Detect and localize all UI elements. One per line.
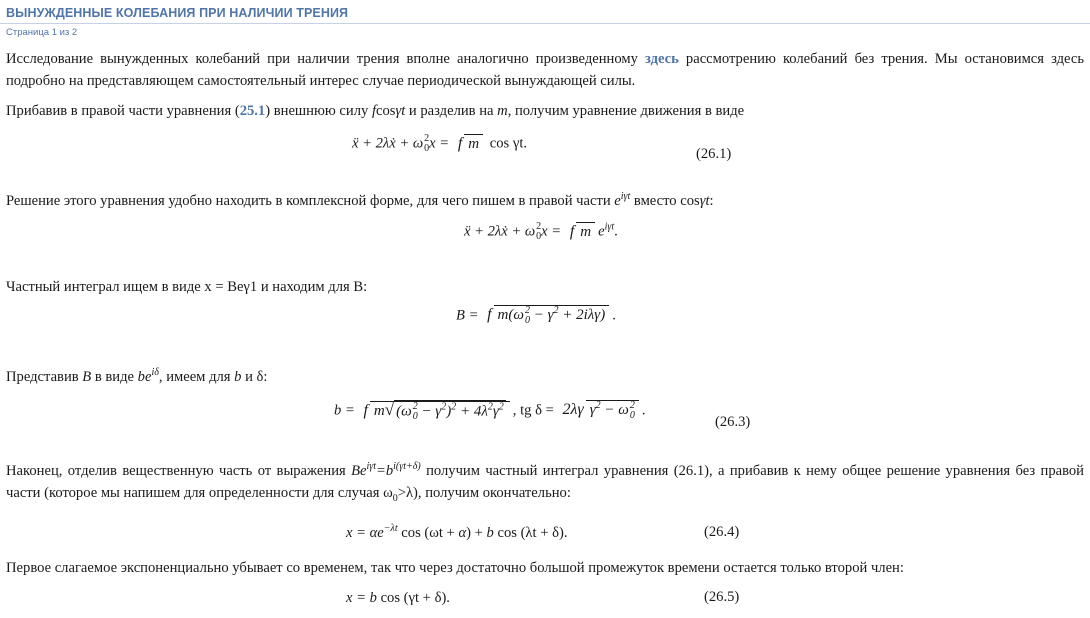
fraction <box>485 306 609 326</box>
eq-supsub <box>630 401 635 421</box>
var-be: be <box>137 369 152 385</box>
text: в виде <box>91 369 138 385</box>
eq-sub: 0 <box>536 231 542 242</box>
eq-part: − γ <box>417 403 442 420</box>
numerator: 2λγ <box>562 401 584 419</box>
denominator <box>370 400 510 422</box>
exponent: iγt <box>604 221 615 233</box>
var-b: =b <box>376 463 394 479</box>
equation-B <box>456 306 616 326</box>
eq-part: − γ <box>529 307 554 324</box>
intro-text-start: Исследование вынужденных колебаний при наличии трения вполне аналогично произведенному <box>6 51 645 67</box>
eq-sup: 2 <box>553 305 559 317</box>
eq-part: . <box>612 307 616 324</box>
fraction <box>561 401 639 421</box>
var-e: e <box>614 193 621 209</box>
eq-sup: 2 <box>412 401 418 412</box>
var-b: b <box>234 369 242 385</box>
equation-number: (26.4) <box>704 524 740 540</box>
eq-sup: 2 <box>524 305 530 316</box>
equation-number: (26.3) <box>715 414 751 430</box>
numerator: f <box>363 402 368 420</box>
intro-text-end: рассмотрению колебаний без трения. Мы остановимся здесь подробно на представляющем самостоятельный интерес случае периодической вынуждающей силы. <box>6 51 1084 89</box>
eq-part: b <box>486 525 494 541</box>
subscript: 0 <box>392 492 398 504</box>
sqrt-icon: √ <box>384 400 395 420</box>
eq-part: , tg δ = <box>512 402 554 419</box>
eq-part: (ω <box>396 403 412 420</box>
text: ) внешнюю силу <box>265 103 372 119</box>
equation-number: (26.1) <box>696 146 732 162</box>
eq-part: x = <box>346 525 370 541</box>
eq-part: cos (ωt + <box>397 525 459 541</box>
numerator: f <box>457 135 463 152</box>
eq-part: − ω <box>600 402 629 419</box>
page-title: ВЫНУЖДЕННЫЕ КОЛЕБАНИЯ ПРИ НАЛИЧИИ ТРЕНИЯ <box>6 6 349 20</box>
text: вместо cos <box>630 193 700 209</box>
equation-ref-link[interactable]: 25.1 <box>239 103 266 119</box>
eq-part: m <box>373 403 385 420</box>
numerator: f <box>487 306 492 324</box>
eq-part: + 4λ <box>456 403 488 420</box>
eq-sup: 2 <box>498 401 504 413</box>
eq-sub: 0 <box>629 410 635 421</box>
paragraph-force <box>6 100 1084 122</box>
eq-part: e <box>598 223 605 240</box>
intro-paragraph <box>6 48 1084 92</box>
equation-26-3 <box>334 400 646 422</box>
text: получим частный интеграл уравнения (26.1), а прибавив к нему общее решение уравнения без правой части (которое мы напишем для определенности для случая ω <box>6 463 1084 501</box>
text: Наконец, отделив вещественную часть от выражения <box>6 463 352 479</box>
eq-part: cos γt. <box>489 135 528 152</box>
equation-26-5 <box>346 591 450 606</box>
eq-part: x = <box>541 223 562 240</box>
denominator: m <box>464 134 483 152</box>
var-gt: γt <box>699 193 710 209</box>
var-f: f <box>371 103 376 119</box>
paragraph-represent <box>6 366 1084 388</box>
fraction <box>568 224 595 240</box>
exponent: −λt <box>383 523 398 535</box>
exponent: iγt <box>620 191 631 203</box>
exponent: iγt <box>366 461 376 473</box>
fraction <box>456 136 483 152</box>
exponent: iδ <box>151 367 159 379</box>
equation-26-4 <box>346 523 568 541</box>
eq-part: x = <box>429 135 450 152</box>
eq-sup: 2 <box>451 401 457 413</box>
denominator <box>586 400 639 421</box>
eq-part: e <box>377 525 384 541</box>
text: Прибавив в правой части уравнения ( <box>6 103 240 119</box>
text: >λ), получим окончательно: <box>397 485 571 501</box>
equation-complex <box>464 222 618 242</box>
text: Представив <box>6 369 83 385</box>
text: Решение этого уравнения удобно находить в комплексной форме, для чего пишем в правой части <box>6 193 615 209</box>
eq-sub: 0 <box>412 411 418 422</box>
paragraph-particular: Частный интеграл ищем в виде x = Beγ1 и находим для B: <box>6 279 368 295</box>
fraction <box>361 400 509 422</box>
text: , получим уравнение движения в виде <box>507 103 745 119</box>
eq-part: x = <box>346 590 370 606</box>
eq-sub: 0 <box>524 315 530 326</box>
equation-26-1 <box>352 134 527 154</box>
eq-sup: 2 <box>629 400 635 411</box>
eq-part: ẍ + 2λẋ + ω <box>352 135 424 152</box>
eq-sup: 2 <box>424 133 430 144</box>
paragraph-decay: Первое слагаемое экспоненциально убывает со временем, так что через достаточно большой промежуток времени остается только второй член: <box>6 560 904 576</box>
denominator: m <box>576 222 595 240</box>
eq-part: . <box>614 223 618 240</box>
eq-part: ) + <box>466 525 487 541</box>
text: cos <box>376 103 396 119</box>
eq-sup: 2 <box>487 401 493 413</box>
eq-sub: 0 <box>424 143 430 154</box>
eq-sup: 2 <box>595 400 601 412</box>
eq-part: B = <box>456 307 479 324</box>
here-link[interactable]: здесь <box>645 51 679 67</box>
page-indicator: Страница 1 из 2 <box>6 27 78 38</box>
paragraph-complex <box>6 190 1084 212</box>
var-Be: Be <box>351 463 367 479</box>
exponent: i(γt+δ) <box>393 461 421 473</box>
eq-part: α <box>458 525 467 541</box>
text: , имеем для <box>158 369 235 385</box>
eq-part: m(ω <box>497 307 524 324</box>
var-gt: γt <box>395 103 406 119</box>
title-divider <box>0 23 1090 24</box>
text: : <box>709 193 714 209</box>
eq-part: cos (γt + δ). <box>376 590 450 606</box>
eq-part: b <box>369 590 377 606</box>
eq-part: γ <box>589 402 596 419</box>
paragraph-final <box>6 460 1084 504</box>
eq-part: α <box>369 525 378 541</box>
eq-part: + 2iλγ) <box>558 307 606 324</box>
var-B: B <box>82 369 92 385</box>
equation-number: (26.5) <box>704 589 740 605</box>
eq-sup: 2 <box>536 221 542 232</box>
eq-part: ẍ + 2λẋ + ω <box>464 223 536 240</box>
eq-part: . <box>641 402 646 419</box>
eq-part: b = <box>334 402 355 419</box>
var-m: m <box>497 103 508 119</box>
eq-part: ) <box>446 403 452 420</box>
text: и δ: <box>241 369 268 385</box>
numerator: f <box>569 223 575 240</box>
text: и разделив на <box>405 103 498 119</box>
eq-part: γ <box>492 403 499 420</box>
denominator <box>494 305 610 326</box>
eq-part: cos (λt + δ). <box>493 525 568 541</box>
eq-sup: 2 <box>441 401 447 413</box>
radicand <box>394 400 506 422</box>
